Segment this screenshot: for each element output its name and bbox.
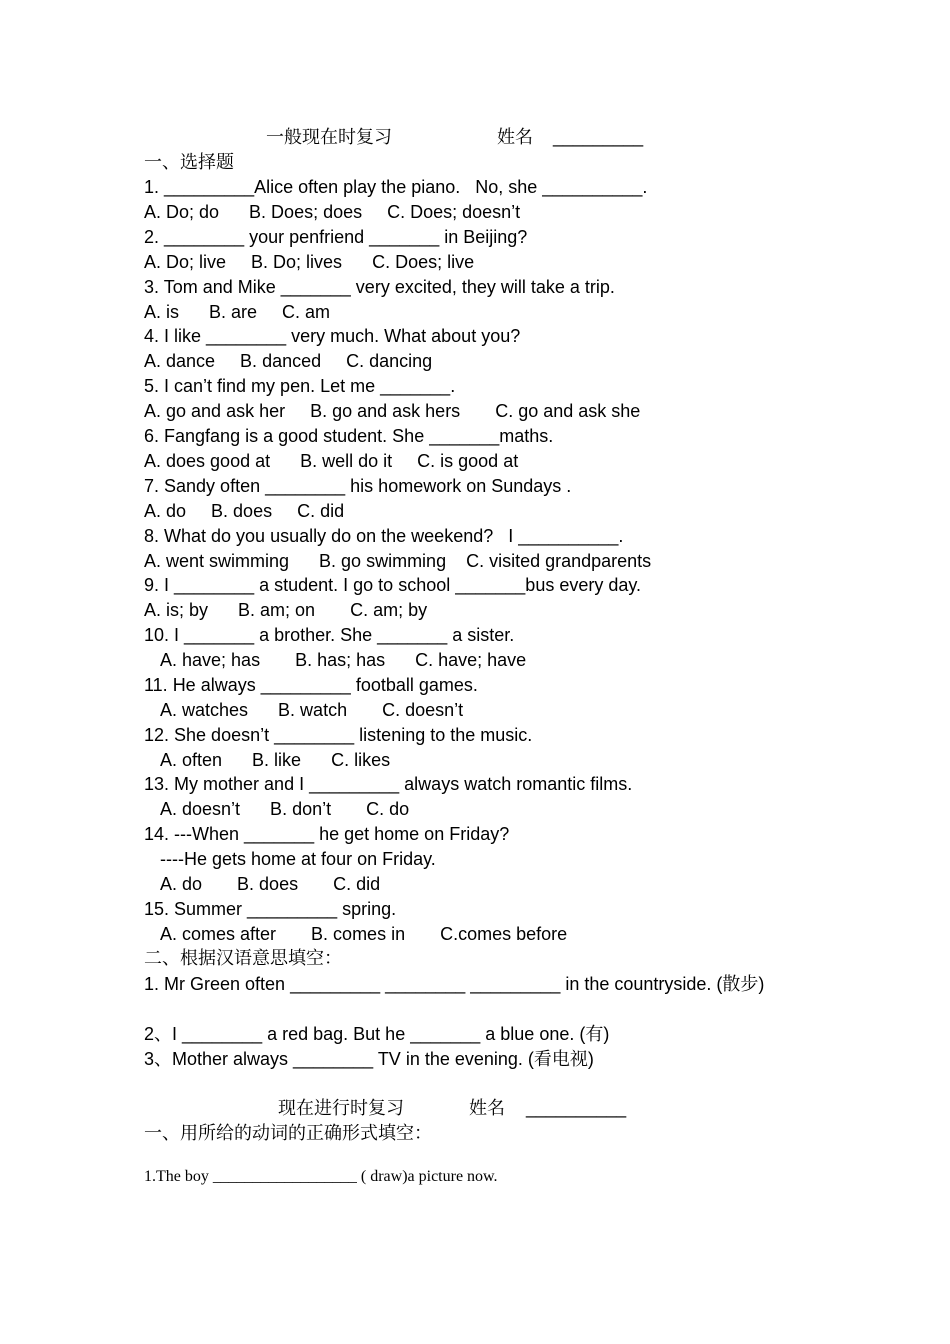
question-2: 2. ________ your penfriend _______ in Beijing? [144, 227, 528, 247]
options-6: A. does good at B. well do it C. is good at [144, 451, 519, 471]
options-8: A. went swimming B. go swimming C. visited grandparents [144, 551, 652, 571]
question-5: 5. I can’t find my pen. Let me _______. [144, 376, 456, 396]
options-3: A. is B. are C. am [144, 302, 331, 322]
question-8: 8. What do you usually do on the weekend? I __________. [144, 526, 624, 546]
question-7: 7. Sandy often ________ his homework on Sundays . [144, 476, 572, 496]
section2-heading: 二、根据汉语意思填空： [144, 948, 342, 969]
options-11: A. watches B. watch C. doesn’t [160, 700, 464, 720]
question-6: 6. Fangfang is a good student. She _______maths. [144, 426, 554, 446]
section3-name-blank: __________ [526, 1098, 627, 1118]
section1-title: 一般现在时复习 [266, 127, 392, 148]
options-4: A. dance B. danced C. dancing [144, 351, 433, 371]
options-15: A. comes after B. comes in C.comes before [160, 924, 568, 944]
section3-name-label: 姓名 [469, 1098, 505, 1119]
question-9: 9. I ________ a student. I go to school _______bus every day. [144, 575, 642, 595]
question-12: 12. She doesn’t ________ listening to the music. [144, 725, 533, 745]
fill-1: 1. Mr Green often _________ ________ _________ in the countryside. (散步) [144, 974, 765, 994]
options-1: A. Do; do B. Does; does C. Does; doesn’t [144, 202, 521, 222]
section1-name-blank: _________ [553, 127, 644, 147]
section3-heading: 一、用所给的动词的正确形式填空： [144, 1123, 432, 1144]
section3-title: 现在进行时复习 [278, 1098, 404, 1119]
question-10: 10. I _______ a brother. She _______ a sister. [144, 625, 515, 645]
question-14: 14. ---When _______ he get home on Friday? [144, 824, 510, 844]
options-12: A. often B. like C. likes [160, 750, 391, 770]
question-13: 13. My mother and I _________ always watch romantic films. [144, 774, 633, 794]
fill-3: 3、Mother always ________ TV in the evening. (看电视) [144, 1049, 594, 1069]
options-10: A. have; has B. has; has C. have; have [160, 650, 527, 670]
question-15: 15. Summer _________ spring. [144, 899, 397, 919]
options-13: A. doesn’t B. don’t C. do [160, 799, 410, 819]
options-5: A. go and ask her B. go and ask hers C. go and ask she [144, 401, 641, 421]
question-3: 3. Tom and Mike _______ very excited, they will take a trip. [144, 277, 615, 297]
present-continuous-1: 1.The boy __________________ ( draw)a picture now. [144, 1168, 498, 1185]
fill-2: 2、I ________ a red bag. But he _______ a blue one. (有) [144, 1024, 610, 1044]
options-2: A. Do; live B. Do; lives C. Does; live [144, 252, 475, 272]
options-9: A. is; by B. am; on C. am; by [144, 600, 428, 620]
question-1: 1. _________Alice often play the piano. No, she __________. [144, 177, 648, 197]
section1-heading: 一、选择题 [144, 152, 234, 173]
options-14: A. do B. does C. did [160, 874, 381, 894]
options-7: A. do B. does C. did [144, 501, 345, 521]
question-14-answer: ----He gets home at four on Friday. [160, 849, 436, 869]
section1-name-label: 姓名 [497, 127, 533, 148]
question-4: 4. I like ________ very much. What about you? [144, 326, 521, 346]
question-11: 11. He always _________ football games. [144, 675, 478, 695]
